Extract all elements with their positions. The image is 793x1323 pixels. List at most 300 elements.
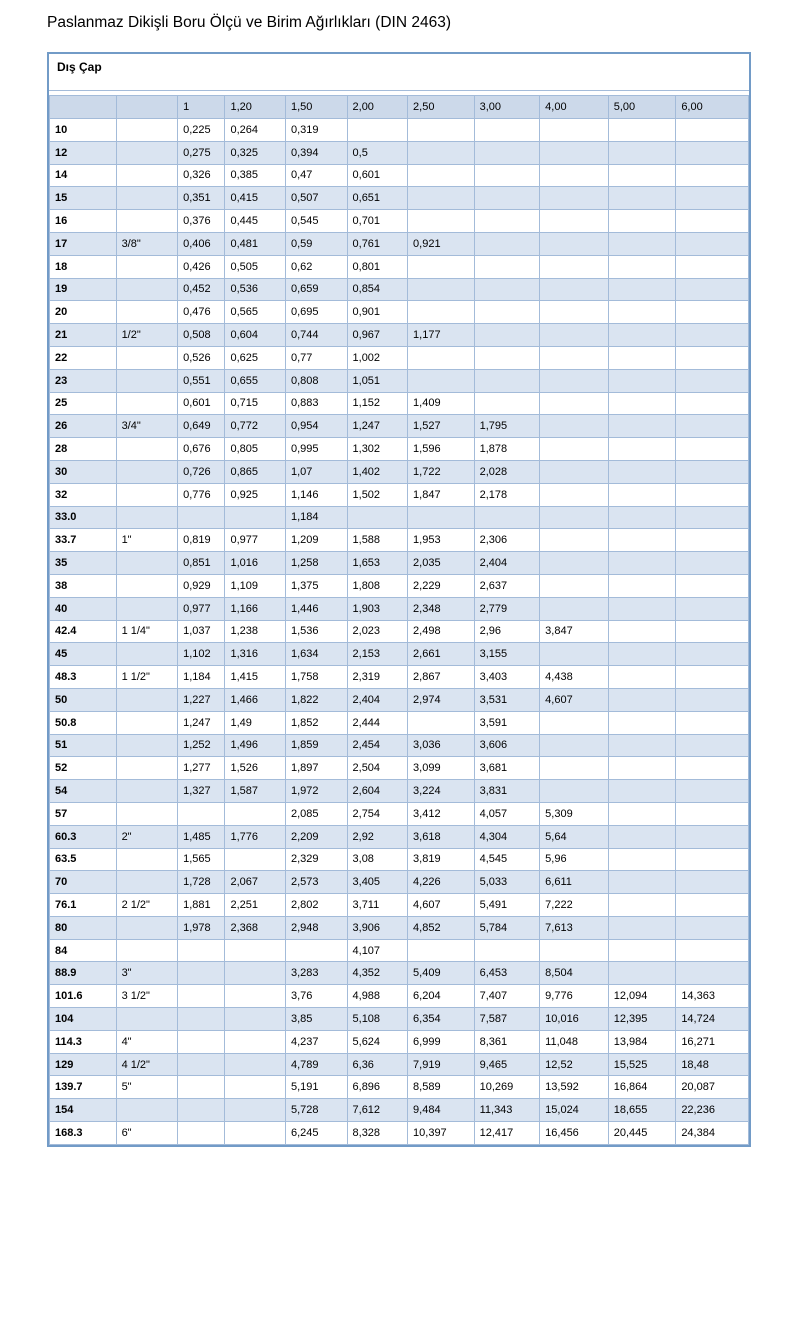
cell-weight-value: 16,271 — [676, 1030, 749, 1053]
cell-inch-size — [116, 346, 178, 369]
cell-weight-value: 2,573 — [286, 871, 348, 894]
cell-weight-value — [608, 780, 676, 803]
cell-weight-value — [474, 141, 540, 164]
cell-weight-value: 0,5 — [347, 141, 408, 164]
cell-weight-value: 5,491 — [474, 894, 540, 917]
cell-weight-value: 3,224 — [408, 780, 475, 803]
cell-weight-value — [408, 187, 475, 210]
cell-weight-value — [178, 506, 225, 529]
cell-weight-value — [608, 369, 676, 392]
cell-weight-value: 0,929 — [178, 574, 225, 597]
cell-weight-value: 0,505 — [225, 255, 286, 278]
cell-weight-value — [676, 780, 749, 803]
cell-diameter: 76.1 — [50, 894, 117, 917]
cell-weight-value: 1,247 — [178, 711, 225, 734]
cell-weight-value — [676, 438, 749, 461]
cell-diameter: 129 — [50, 1053, 117, 1076]
cell-weight-value: 6,896 — [347, 1076, 408, 1099]
cell-weight-value — [608, 552, 676, 575]
table-row — [50, 346, 749, 369]
table-row — [50, 939, 749, 962]
cell-weight-value — [540, 597, 609, 620]
cell-diameter: 50 — [50, 688, 117, 711]
table-row — [50, 916, 749, 939]
cell-weight-value: 14,363 — [676, 985, 749, 1008]
column-header: 6,00 — [676, 96, 749, 119]
cell-weight-value — [608, 415, 676, 438]
table-banner-dis-cap: Dış Çap — [49, 54, 749, 91]
cell-weight-value: 0,977 — [178, 597, 225, 620]
cell-diameter: 60.3 — [50, 825, 117, 848]
cell-weight-value: 1,49 — [225, 711, 286, 734]
cell-weight-value: 0,508 — [178, 324, 225, 347]
cell-weight-value — [608, 643, 676, 666]
cell-weight-value: 0,47 — [286, 164, 348, 187]
cell-weight-value: 3,847 — [540, 620, 609, 643]
cell-weight-value: 3,906 — [347, 916, 408, 939]
cell-inch-size: 5" — [116, 1076, 178, 1099]
cell-weight-value — [608, 620, 676, 643]
cell-weight-value: 2,454 — [347, 734, 408, 757]
table-row — [50, 734, 749, 757]
table-row — [50, 1076, 749, 1099]
cell-weight-value: 5,191 — [286, 1076, 348, 1099]
cell-weight-value: 1,565 — [178, 848, 225, 871]
cell-weight-value — [676, 119, 749, 142]
cell-weight-value: 2,802 — [286, 894, 348, 917]
cell-weight-value: 0,649 — [178, 415, 225, 438]
cell-inch-size — [116, 757, 178, 780]
table-row — [50, 164, 749, 187]
cell-weight-value — [408, 346, 475, 369]
cell-weight-value: 6,999 — [408, 1030, 475, 1053]
table-row — [50, 780, 749, 803]
cell-weight-value — [608, 164, 676, 187]
cell-weight-value — [408, 164, 475, 187]
cell-weight-value: 5,624 — [347, 1030, 408, 1053]
cell-weight-value — [474, 255, 540, 278]
cell-weight-value: 6,245 — [286, 1122, 348, 1145]
cell-diameter: 48.3 — [50, 666, 117, 689]
cell-weight-value: 0,319 — [286, 119, 348, 142]
cell-weight-value: 0,426 — [178, 255, 225, 278]
cell-weight-value: 1,881 — [178, 894, 225, 917]
cell-weight-value — [676, 324, 749, 347]
cell-inch-size — [116, 939, 178, 962]
cell-weight-value: 0,507 — [286, 187, 348, 210]
column-header — [116, 96, 178, 119]
cell-weight-value: 1,653 — [347, 552, 408, 575]
cell-weight-value: 1,822 — [286, 688, 348, 711]
cell-inch-size — [116, 552, 178, 575]
cell-weight-value: 1,808 — [347, 574, 408, 597]
cell-weight-value: 0,954 — [286, 415, 348, 438]
cell-weight-value: 4,545 — [474, 848, 540, 871]
cell-weight-value: 2,867 — [408, 666, 475, 689]
cell-weight-value: 3,155 — [474, 643, 540, 666]
cell-weight-value: 2,444 — [347, 711, 408, 734]
cell-diameter: 51 — [50, 734, 117, 757]
cell-weight-value: 1,252 — [178, 734, 225, 757]
cell-weight-value: 0,351 — [178, 187, 225, 210]
cell-inch-size: 1 1/4" — [116, 620, 178, 643]
cell-weight-value: 2,209 — [286, 825, 348, 848]
table-row — [50, 1053, 749, 1076]
cell-weight-value — [178, 985, 225, 1008]
cell-weight-value — [540, 141, 609, 164]
table-row — [50, 438, 749, 461]
cell-weight-value — [676, 187, 749, 210]
cell-diameter: 12 — [50, 141, 117, 164]
cell-weight-value: 1,409 — [408, 392, 475, 415]
cell-weight-value: 2,498 — [408, 620, 475, 643]
cell-weight-value — [347, 506, 408, 529]
cell-weight-value: 2,604 — [347, 780, 408, 803]
table-row — [50, 392, 749, 415]
cell-weight-value: 1,302 — [347, 438, 408, 461]
cell-weight-value: 5,784 — [474, 916, 540, 939]
cell-inch-size — [116, 164, 178, 187]
cell-weight-value: 0,715 — [225, 392, 286, 415]
cell-weight-value — [676, 597, 749, 620]
cell-weight-value: 3,606 — [474, 734, 540, 757]
cell-weight-value: 0,883 — [286, 392, 348, 415]
cell-inch-size: 1 1/2" — [116, 666, 178, 689]
cell-weight-value: 0,761 — [347, 232, 408, 255]
table-row — [50, 1099, 749, 1122]
cell-weight-value: 2,229 — [408, 574, 475, 597]
cell-diameter: 104 — [50, 1008, 117, 1031]
cell-weight-value — [608, 848, 676, 871]
cell-weight-value — [408, 301, 475, 324]
cell-weight-value: 8,361 — [474, 1030, 540, 1053]
cell-weight-value — [540, 324, 609, 347]
cell-weight-value: 1,238 — [225, 620, 286, 643]
cell-weight-value: 2,348 — [408, 597, 475, 620]
cell-weight-value: 1,953 — [408, 529, 475, 552]
cell-weight-value: 13,592 — [540, 1076, 609, 1099]
cell-diameter: 80 — [50, 916, 117, 939]
cell-weight-value: 0,77 — [286, 346, 348, 369]
cell-weight-value: 0,526 — [178, 346, 225, 369]
cell-weight-value: 1,596 — [408, 438, 475, 461]
cell-weight-value: 2,023 — [347, 620, 408, 643]
cell-weight-value — [608, 529, 676, 552]
table-row — [50, 1122, 749, 1145]
cell-inch-size — [116, 802, 178, 825]
cell-weight-value: 5,728 — [286, 1099, 348, 1122]
cell-weight-value: 0,854 — [347, 278, 408, 301]
cell-diameter: 18 — [50, 255, 117, 278]
cell-weight-value: 20,445 — [608, 1122, 676, 1145]
cell-weight-value: 7,407 — [474, 985, 540, 1008]
cell-weight-value: 1,795 — [474, 415, 540, 438]
cell-weight-value — [540, 232, 609, 255]
cell-weight-value: 0,415 — [225, 187, 286, 210]
table-row — [50, 187, 749, 210]
cell-diameter: 26 — [50, 415, 117, 438]
cell-weight-value: 8,504 — [540, 962, 609, 985]
cell-weight-value: 10,397 — [408, 1122, 475, 1145]
cell-weight-value: 2,035 — [408, 552, 475, 575]
cell-weight-value: 0,264 — [225, 119, 286, 142]
column-header: 1,20 — [225, 96, 286, 119]
cell-weight-value: 2,028 — [474, 460, 540, 483]
cell-weight-value: 0,801 — [347, 255, 408, 278]
cell-weight-value — [540, 460, 609, 483]
table-header — [50, 96, 749, 119]
cell-weight-value: 1,102 — [178, 643, 225, 666]
cell-weight-value — [178, 939, 225, 962]
cell-weight-value — [676, 529, 749, 552]
cell-diameter: 19 — [50, 278, 117, 301]
cell-weight-value: 4,789 — [286, 1053, 348, 1076]
cell-weight-value — [225, 985, 286, 1008]
cell-weight-value — [608, 278, 676, 301]
cell-weight-value: 1,446 — [286, 597, 348, 620]
cell-weight-value: 14,724 — [676, 1008, 749, 1031]
cell-weight-value: 0,445 — [225, 210, 286, 233]
cell-weight-value: 4,057 — [474, 802, 540, 825]
cell-weight-value: 2,404 — [347, 688, 408, 711]
cell-inch-size — [116, 597, 178, 620]
cell-weight-value — [676, 141, 749, 164]
cell-weight-value: 6,354 — [408, 1008, 475, 1031]
cell-weight-value — [540, 369, 609, 392]
cell-weight-value: 0,476 — [178, 301, 225, 324]
cell-weight-value — [178, 1099, 225, 1122]
table-row — [50, 711, 749, 734]
cell-weight-value: 1,184 — [286, 506, 348, 529]
cell-weight-value — [408, 278, 475, 301]
cell-diameter: 32 — [50, 483, 117, 506]
column-header: 3,00 — [474, 96, 540, 119]
cell-inch-size: 6" — [116, 1122, 178, 1145]
table-row — [50, 871, 749, 894]
cell-weight-value — [540, 552, 609, 575]
cell-weight-value: 1,722 — [408, 460, 475, 483]
cell-weight-value — [608, 711, 676, 734]
cell-weight-value: 5,309 — [540, 802, 609, 825]
cell-weight-value: 3,831 — [474, 780, 540, 803]
cell-weight-value: 12,52 — [540, 1053, 609, 1076]
cell-weight-value — [540, 187, 609, 210]
cell-inch-size — [116, 1008, 178, 1031]
cell-weight-value: 0,601 — [178, 392, 225, 415]
cell-weight-value: 1,466 — [225, 688, 286, 711]
cell-weight-value: 0,551 — [178, 369, 225, 392]
table-row — [50, 643, 749, 666]
cell-diameter: 42.4 — [50, 620, 117, 643]
cell-weight-value: 0,808 — [286, 369, 348, 392]
cell-weight-value — [474, 210, 540, 233]
cell-weight-value: 1,07 — [286, 460, 348, 483]
table-row — [50, 301, 749, 324]
cell-diameter: 23 — [50, 369, 117, 392]
cell-inch-size: 3/8" — [116, 232, 178, 255]
cell-weight-value: 2,754 — [347, 802, 408, 825]
cell-weight-value: 1,634 — [286, 643, 348, 666]
cell-weight-value: 2,251 — [225, 894, 286, 917]
cell-weight-value: 0,545 — [286, 210, 348, 233]
cell-weight-value — [676, 825, 749, 848]
cell-diameter: 40 — [50, 597, 117, 620]
cell-weight-value: 4,237 — [286, 1030, 348, 1053]
cell-weight-value — [608, 688, 676, 711]
cell-weight-value — [676, 369, 749, 392]
cell-weight-value — [676, 962, 749, 985]
cell-weight-value: 5,96 — [540, 848, 609, 871]
cell-weight-value: 1,526 — [225, 757, 286, 780]
cell-weight-value — [474, 119, 540, 142]
cell-weight-value — [474, 187, 540, 210]
cell-weight-value: 15,024 — [540, 1099, 609, 1122]
cell-weight-value: 1,277 — [178, 757, 225, 780]
cell-weight-value — [408, 369, 475, 392]
cell-weight-value: 22,236 — [676, 1099, 749, 1122]
cell-weight-value: 0,851 — [178, 552, 225, 575]
cell-diameter: 21 — [50, 324, 117, 347]
cell-weight-value: 2,067 — [225, 871, 286, 894]
cell-weight-value: 1,166 — [225, 597, 286, 620]
cell-weight-value — [676, 802, 749, 825]
cell-weight-value — [608, 460, 676, 483]
cell-weight-value: 18,48 — [676, 1053, 749, 1076]
cell-weight-value: 0,601 — [347, 164, 408, 187]
cell-weight-value: 7,612 — [347, 1099, 408, 1122]
cell-weight-value: 0,776 — [178, 483, 225, 506]
cell-weight-value: 0,901 — [347, 301, 408, 324]
cell-weight-value — [540, 780, 609, 803]
cell-weight-value: 2,974 — [408, 688, 475, 711]
cell-weight-value: 7,919 — [408, 1053, 475, 1076]
cell-inch-size: 2" — [116, 825, 178, 848]
cell-weight-value: 0,325 — [225, 141, 286, 164]
cell-weight-value — [225, 1008, 286, 1031]
cell-weight-value — [178, 1008, 225, 1031]
cell-weight-value — [225, 802, 286, 825]
cell-weight-value: 1,972 — [286, 780, 348, 803]
cell-weight-value: 2,085 — [286, 802, 348, 825]
cell-weight-value — [608, 962, 676, 985]
cell-weight-value — [225, 506, 286, 529]
cell-weight-value — [540, 346, 609, 369]
cell-weight-value: 0,62 — [286, 255, 348, 278]
cell-weight-value: 0,625 — [225, 346, 286, 369]
cell-diameter: 101.6 — [50, 985, 117, 1008]
cell-weight-value — [474, 232, 540, 255]
cell-weight-value — [608, 871, 676, 894]
cell-weight-value — [608, 210, 676, 233]
cell-inch-size — [116, 438, 178, 461]
cell-weight-value — [676, 415, 749, 438]
cell-weight-value: 9,465 — [474, 1053, 540, 1076]
cell-weight-value: 4,226 — [408, 871, 475, 894]
cell-weight-value: 0,925 — [225, 483, 286, 506]
cell-weight-value: 3,283 — [286, 962, 348, 985]
cell-weight-value: 2,368 — [225, 916, 286, 939]
table-row — [50, 255, 749, 278]
table-row — [50, 460, 749, 483]
cell-weight-value: 1,184 — [178, 666, 225, 689]
cell-weight-value: 3,618 — [408, 825, 475, 848]
cell-weight-value — [178, 962, 225, 985]
cell-weight-value: 3,819 — [408, 848, 475, 871]
cell-inch-size — [116, 392, 178, 415]
table-row — [50, 620, 749, 643]
cell-weight-value: 1,527 — [408, 415, 475, 438]
cell-weight-value: 20,087 — [676, 1076, 749, 1099]
cell-inch-size — [116, 780, 178, 803]
column-header: 2,00 — [347, 96, 408, 119]
cell-weight-value: 3,85 — [286, 1008, 348, 1031]
cell-weight-value — [608, 597, 676, 620]
cell-weight-value — [676, 552, 749, 575]
cell-weight-value: 5,108 — [347, 1008, 408, 1031]
cell-diameter: 16 — [50, 210, 117, 233]
cell-weight-value: 1,051 — [347, 369, 408, 392]
cell-weight-value: 2,319 — [347, 666, 408, 689]
cell-diameter: 88.9 — [50, 962, 117, 985]
cell-weight-value: 6,36 — [347, 1053, 408, 1076]
cell-weight-value — [608, 802, 676, 825]
cell-weight-value — [178, 1030, 225, 1053]
cell-weight-value: 1,847 — [408, 483, 475, 506]
cell-weight-value — [474, 506, 540, 529]
cell-weight-value: 0,655 — [225, 369, 286, 392]
cell-weight-value: 5,033 — [474, 871, 540, 894]
cell-inch-size — [116, 871, 178, 894]
cell-weight-value: 12,094 — [608, 985, 676, 1008]
cell-inch-size — [116, 119, 178, 142]
table-body — [50, 119, 749, 1145]
cell-weight-value — [540, 415, 609, 438]
cell-inch-size — [116, 506, 178, 529]
cell-weight-value: 2,661 — [408, 643, 475, 666]
cell-weight-value — [676, 506, 749, 529]
cell-weight-value: 0,225 — [178, 119, 225, 142]
cell-weight-value — [608, 232, 676, 255]
cell-weight-value: 4,438 — [540, 666, 609, 689]
cell-weight-value: 8,328 — [347, 1122, 408, 1145]
cell-weight-value: 6,453 — [474, 962, 540, 985]
cell-weight-value — [474, 324, 540, 347]
cell-weight-value: 1,109 — [225, 574, 286, 597]
cell-weight-value: 0,772 — [225, 415, 286, 438]
cell-weight-value — [676, 734, 749, 757]
cell-weight-value: 1,402 — [347, 460, 408, 483]
cell-weight-value: 5,64 — [540, 825, 609, 848]
cell-weight-value: 3,711 — [347, 894, 408, 917]
table-row — [50, 962, 749, 985]
cell-weight-value: 4,352 — [347, 962, 408, 985]
cell-weight-value: 1,146 — [286, 483, 348, 506]
cell-diameter: 139.7 — [50, 1076, 117, 1099]
cell-diameter: 35 — [50, 552, 117, 575]
cell-weight-value — [676, 688, 749, 711]
cell-weight-value: 2,948 — [286, 916, 348, 939]
cell-weight-value: 12,395 — [608, 1008, 676, 1031]
cell-weight-value: 1,587 — [225, 780, 286, 803]
cell-weight-value: 0,921 — [408, 232, 475, 255]
cell-diameter: 33.0 — [50, 506, 117, 529]
cell-weight-value: 0,385 — [225, 164, 286, 187]
cell-weight-value: 3,405 — [347, 871, 408, 894]
table-row — [50, 415, 749, 438]
cell-diameter: 54 — [50, 780, 117, 803]
cell-weight-value — [676, 460, 749, 483]
cell-inch-size — [116, 848, 178, 871]
